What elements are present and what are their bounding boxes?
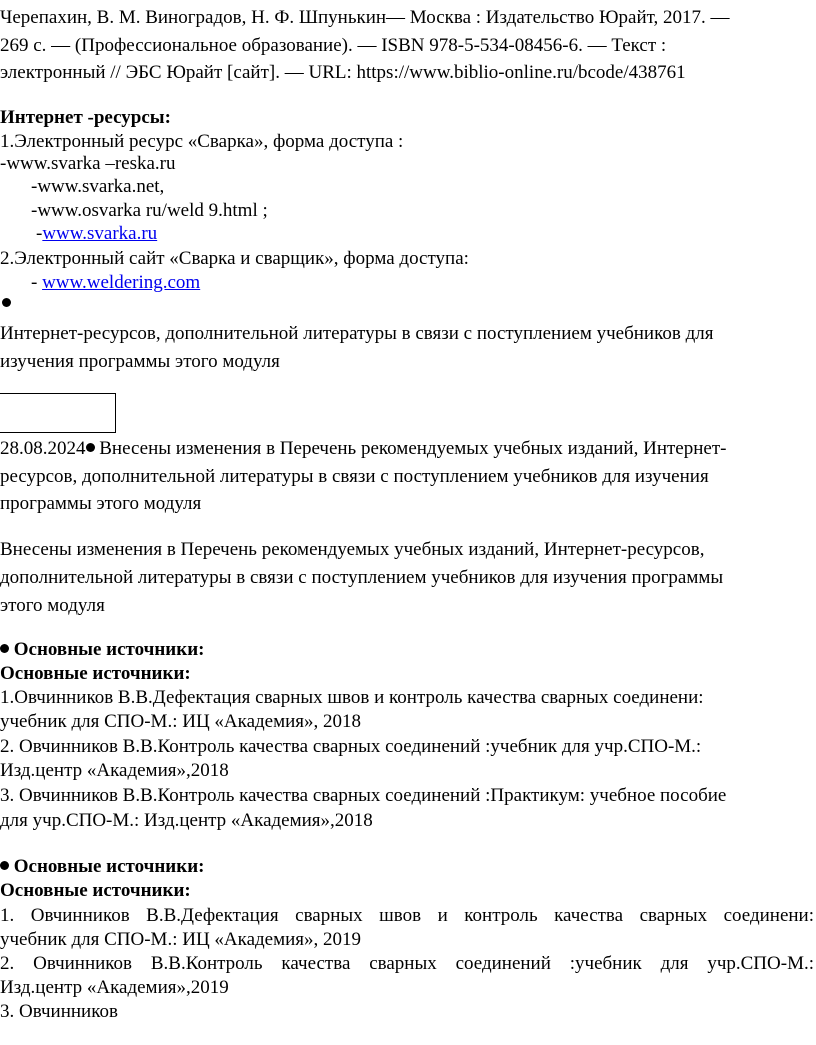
internet-url-4-row	[36, 222, 157, 246]
internet-heading: Интернет -ресурсы:	[0, 107, 171, 128]
repeat-line-3: этого модуля	[0, 595, 105, 616]
sources-2019-item-2-line-2: Изд.центр «Академия»,2019	[0, 977, 229, 998]
change-entry-text: Внесены изменения в Перечень рекомендуемых учебных изданий, Интернет-	[94, 438, 727, 459]
sources-2019-item-2-line-1: 2. Овчинников В.В.Контроль качества сварных соединений :учебник для учр.СПО-М.:	[0, 953, 814, 974]
repeat-line-1: Внесены изменения в Перечень рекомендуемых учебных изданий, Интернет-ресурсов,	[0, 539, 705, 560]
fragment-line-2: изучения программы этого модуля	[0, 351, 280, 372]
sources-2019-item-1-line-1: 1. Овчинников В.В.Дефектация сварных швов и контроль качества сварных соединени:	[0, 905, 814, 926]
citation-line-2: 269 с. — (Профессиональное образование). — ISBN 978-5-534-08456-6. — Текст :	[0, 35, 667, 56]
sources-2018-item-3-line-2: для учр.СПО-М.: Изд.центр «Академия»,2018	[0, 810, 373, 831]
empty-table-cell	[0, 393, 116, 433]
bullet-icon	[86, 443, 95, 452]
citation-line-1: Черепахин, В. М. Виноградов, Н. Ф. Шпунькин— Москва : Издательство Юрайт, 2017. —	[0, 7, 730, 28]
change-entry-line-3: программы этого модуля	[0, 493, 202, 514]
change-entry-line-2: ресурсов, дополнительной литературы в связи с поступлением учебников для изучения	[0, 466, 709, 487]
sources-2018-item-1-line-2: учебник для СПО-М.: ИЦ «Академия», 2018	[0, 711, 362, 732]
bullet-marker	[2, 292, 11, 316]
bullet-heading-text: Основные источники:	[9, 856, 205, 877]
url-5-prefix: -	[31, 272, 43, 293]
fragment-line-1: Интернет-ресурсов, дополнительной литературы в связи с поступлением учебников для	[0, 323, 714, 344]
repeat-line-2: дополнительной литературы в связи с поступлением учебников для изучения программы	[0, 567, 724, 588]
sources-2018-item-3-line-1: 3. Овчинников В.В.Контроль качества сварных соединений :Практикум: учебное пособие	[0, 785, 727, 806]
bullet-icon	[0, 644, 9, 653]
sources-2018-item-2-line-2: Изд.центр «Академия»,2018	[0, 760, 229, 781]
internet-url-5-row	[31, 271, 200, 295]
sources-2019-bullet-heading	[0, 855, 204, 879]
sources-2018-heading: Основные источники:	[0, 663, 191, 684]
bullet-icon	[0, 861, 9, 870]
sources-2019-item-1-line-2: учебник для СПО-М.: ИЦ «Академия», 2019	[0, 929, 362, 950]
sources-2018-item-2-line-1: 2. Овчинников В.В.Контроль качества сварных соединений :учебник для учр.СПО-М.:	[0, 736, 702, 757]
internet-item-1: 1.Электронный ресурс «Сварка», форма доступа :	[0, 131, 404, 152]
sources-2019-item-3-line-1: 3. Овчинников	[0, 1001, 118, 1022]
sources-2018-bullet-heading	[0, 638, 204, 662]
internet-url-3: -www.osvarka ru/weld 9.html ;	[31, 200, 268, 221]
change-entry-line-1	[0, 437, 726, 461]
internet-item-2: 2.Электронный сайт «Сварка и сварщик», форма доступа:	[0, 248, 469, 269]
sources-2019-heading: Основные источники:	[0, 880, 191, 901]
citation-line-3: электронный // ЭБС Юрайт [сайт]. — URL: https://www.biblio-online.ru/bcode/438761	[0, 62, 686, 83]
svarka-link[interactable]: www.svarka.ru	[42, 223, 158, 244]
bullet-icon	[2, 298, 11, 307]
internet-url-1: -www.svarka –reska.ru	[0, 153, 176, 174]
url-4-prefix: -	[36, 223, 43, 244]
weldering-link[interactable]: www.weldering.com	[42, 272, 201, 293]
change-date: 28.08.2024	[0, 438, 86, 459]
sources-2018-item-1-line-1: 1.Овчинников В.В.Дефектация сварных швов и контроль качества сварных соединени:	[0, 687, 704, 708]
internet-url-2: -www.svarka.net,	[31, 176, 165, 197]
bullet-heading-text: Основные источники:	[9, 639, 205, 660]
